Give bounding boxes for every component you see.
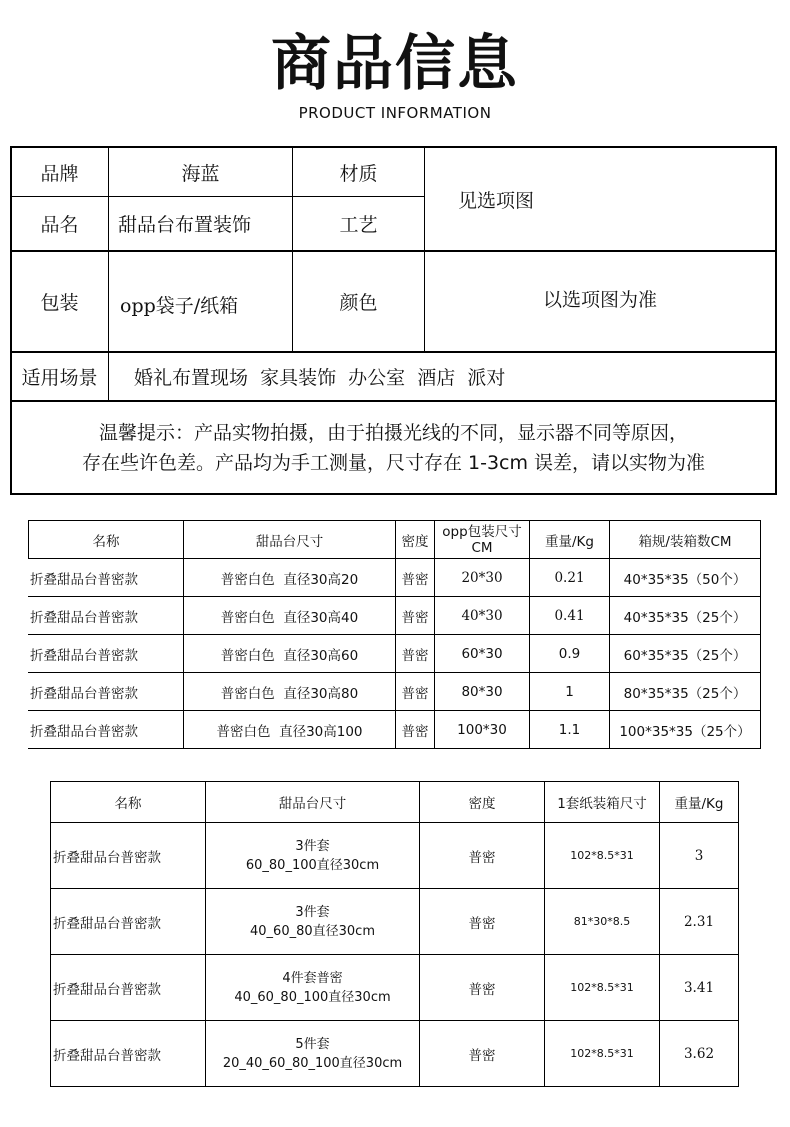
package-label: 包装 xyxy=(40,292,79,314)
material-label: 材质 xyxy=(339,162,378,185)
table1-border-right xyxy=(760,520,761,749)
scene-value: 婚礼布置现场 家具装饰 办公室 酒店 派对 xyxy=(134,367,506,389)
size-line: 40_60_80_100直径30cm xyxy=(234,989,391,1005)
color-label: 颜色 xyxy=(339,292,378,314)
table-row-opp: 80*30 xyxy=(461,683,503,700)
size-line: 5件套 xyxy=(295,1036,330,1052)
size-line: 4件套普密 xyxy=(282,970,343,986)
brand-value: 海蓝 xyxy=(181,162,220,185)
table-row-weight: 0.21 xyxy=(554,569,585,586)
table-row-opp: 60*30 xyxy=(461,645,503,662)
brand-label: 品牌 xyxy=(40,162,79,185)
table-row-box: 40*35*35（50个） xyxy=(623,571,747,588)
table-row-density: 普密 xyxy=(468,1047,496,1064)
table-row-name: 折叠甜品台普密款 xyxy=(30,609,138,626)
table-row-weight: 3.62 xyxy=(683,1045,715,1062)
info-border-right xyxy=(775,146,777,495)
table-row-size xyxy=(206,955,419,1020)
table-row-weight: 3 xyxy=(694,847,704,864)
table-row-density: 普密 xyxy=(401,571,429,588)
size-line: 3件套 xyxy=(295,904,330,920)
table-row-name: 折叠甜品台普密款 xyxy=(53,849,161,866)
table-row-box: 102*8.5*31 xyxy=(570,981,634,994)
table-row-size xyxy=(206,823,419,888)
table2-header-cell: 甜品台尺寸 xyxy=(278,796,347,812)
table1-header-cell: 甜品台尺寸 xyxy=(255,533,324,550)
table-row-box: 60*35*35（25个） xyxy=(623,647,747,664)
table-row-weight: 1 xyxy=(565,683,574,700)
table2-border-left xyxy=(50,781,51,1087)
table-row-weight: 0.9 xyxy=(558,645,581,662)
table-row-weight: 0.41 xyxy=(554,607,585,624)
table-row-name: 折叠甜品台普密款 xyxy=(30,723,138,740)
table2-border-bottom xyxy=(50,1086,739,1087)
table-row-size: 普密白色 直径30高60 xyxy=(220,647,359,664)
table-row-opp: 20*30 xyxy=(461,569,503,586)
table1-header-line: CM xyxy=(471,539,493,556)
table1-header-cell xyxy=(435,521,529,558)
table-row-density: 普密 xyxy=(401,647,429,664)
table-row-opp: 100*30 xyxy=(457,721,507,738)
table-row-name: 折叠甜品台普密款 xyxy=(53,915,161,932)
table-row-density: 普密 xyxy=(401,609,429,626)
table-row-weight: 2.31 xyxy=(683,913,715,930)
table1-header-cell: 密度 xyxy=(401,533,429,550)
page-subtitle: PRODUCT INFORMATION xyxy=(298,104,492,122)
page-title: 商品信息 xyxy=(271,29,519,99)
table-row-density: 普密 xyxy=(468,915,496,932)
scene-label: 适用场景 xyxy=(21,367,98,389)
table2-border-right xyxy=(738,781,739,1087)
table-row-density: 普密 xyxy=(401,723,429,740)
table-row-box: 40*35*35（25个） xyxy=(623,609,747,626)
table-row-weight: 1.1 xyxy=(558,721,581,738)
table-row-density: 普密 xyxy=(468,849,496,866)
table-row-name: 折叠甜品台普密款 xyxy=(30,685,138,702)
table-row-box: 100*35*35（25个） xyxy=(619,723,751,740)
table1-header-line: opp包装尺寸 xyxy=(442,523,522,540)
notice-line: 存在些许色差。产品均为手工测量，尺寸存在 1-3cm 误差，请以实物为准 xyxy=(81,451,706,474)
material-value: 见选项图 xyxy=(458,189,535,212)
info-divider xyxy=(108,352,109,401)
table2-header-cell: 重量/Kg xyxy=(674,796,724,812)
table-row-density: 普密 xyxy=(401,685,429,702)
size-line: 40_60_80直径30cm xyxy=(250,923,375,939)
info-border-bottom xyxy=(10,493,777,495)
table2-header-cell: 密度 xyxy=(468,796,496,812)
table-row-density: 普密 xyxy=(468,981,496,998)
table-row-weight: 3.41 xyxy=(683,979,715,996)
table-row-size: 普密白色 直径30高40 xyxy=(220,609,359,626)
table2-header-cell: 1套纸装箱尺寸 xyxy=(557,796,647,812)
table-row-name: 折叠甜品台普密款 xyxy=(30,647,138,664)
craft-label: 工艺 xyxy=(339,214,378,236)
name-label: 品名 xyxy=(40,214,79,236)
table-row-size xyxy=(206,1021,419,1086)
table1-header-cell: 箱规/装箱数CM xyxy=(638,533,732,550)
table-row-name: 折叠甜品台普密款 xyxy=(53,981,161,998)
table-row-box: 81*30*8.5 xyxy=(573,915,631,928)
table-row-size: 普密白色 直径30高20 xyxy=(220,571,359,588)
table-row-box: 102*8.5*31 xyxy=(570,849,634,862)
table-row-size: 普密白色 直径30高80 xyxy=(220,685,359,702)
notice-line: 温馨提示：产品实物拍摄，由于拍摄光线的不同，显示器不同等原因， xyxy=(98,421,688,444)
color-value: 以选项图为准 xyxy=(542,288,657,311)
size-line: 3件套 xyxy=(295,838,330,854)
table-row-box: 80*35*35（25个） xyxy=(623,685,747,702)
table-row-name: 折叠甜品台普密款 xyxy=(30,571,138,588)
name-value: 甜品台布置装饰 xyxy=(118,214,252,236)
table1-header-cell: 名称 xyxy=(92,533,120,550)
table-row-box: 102*8.5*31 xyxy=(570,1047,634,1060)
size-line: 60_80_100直径30cm xyxy=(245,857,380,873)
table-row-opp: 40*30 xyxy=(461,607,503,624)
notice xyxy=(12,402,775,493)
package-value: opp袋子/纸箱 xyxy=(120,294,239,317)
table-row-size: 普密白色 直径30高100 xyxy=(216,723,363,740)
table-row-name: 折叠甜品台普密款 xyxy=(53,1047,161,1064)
table-row-size xyxy=(206,889,419,954)
table1-header-cell: 重量/Kg xyxy=(545,533,594,550)
table2-header-cell: 名称 xyxy=(114,796,142,812)
size-line: 20_40_60_80_100直径30cm xyxy=(222,1055,403,1071)
